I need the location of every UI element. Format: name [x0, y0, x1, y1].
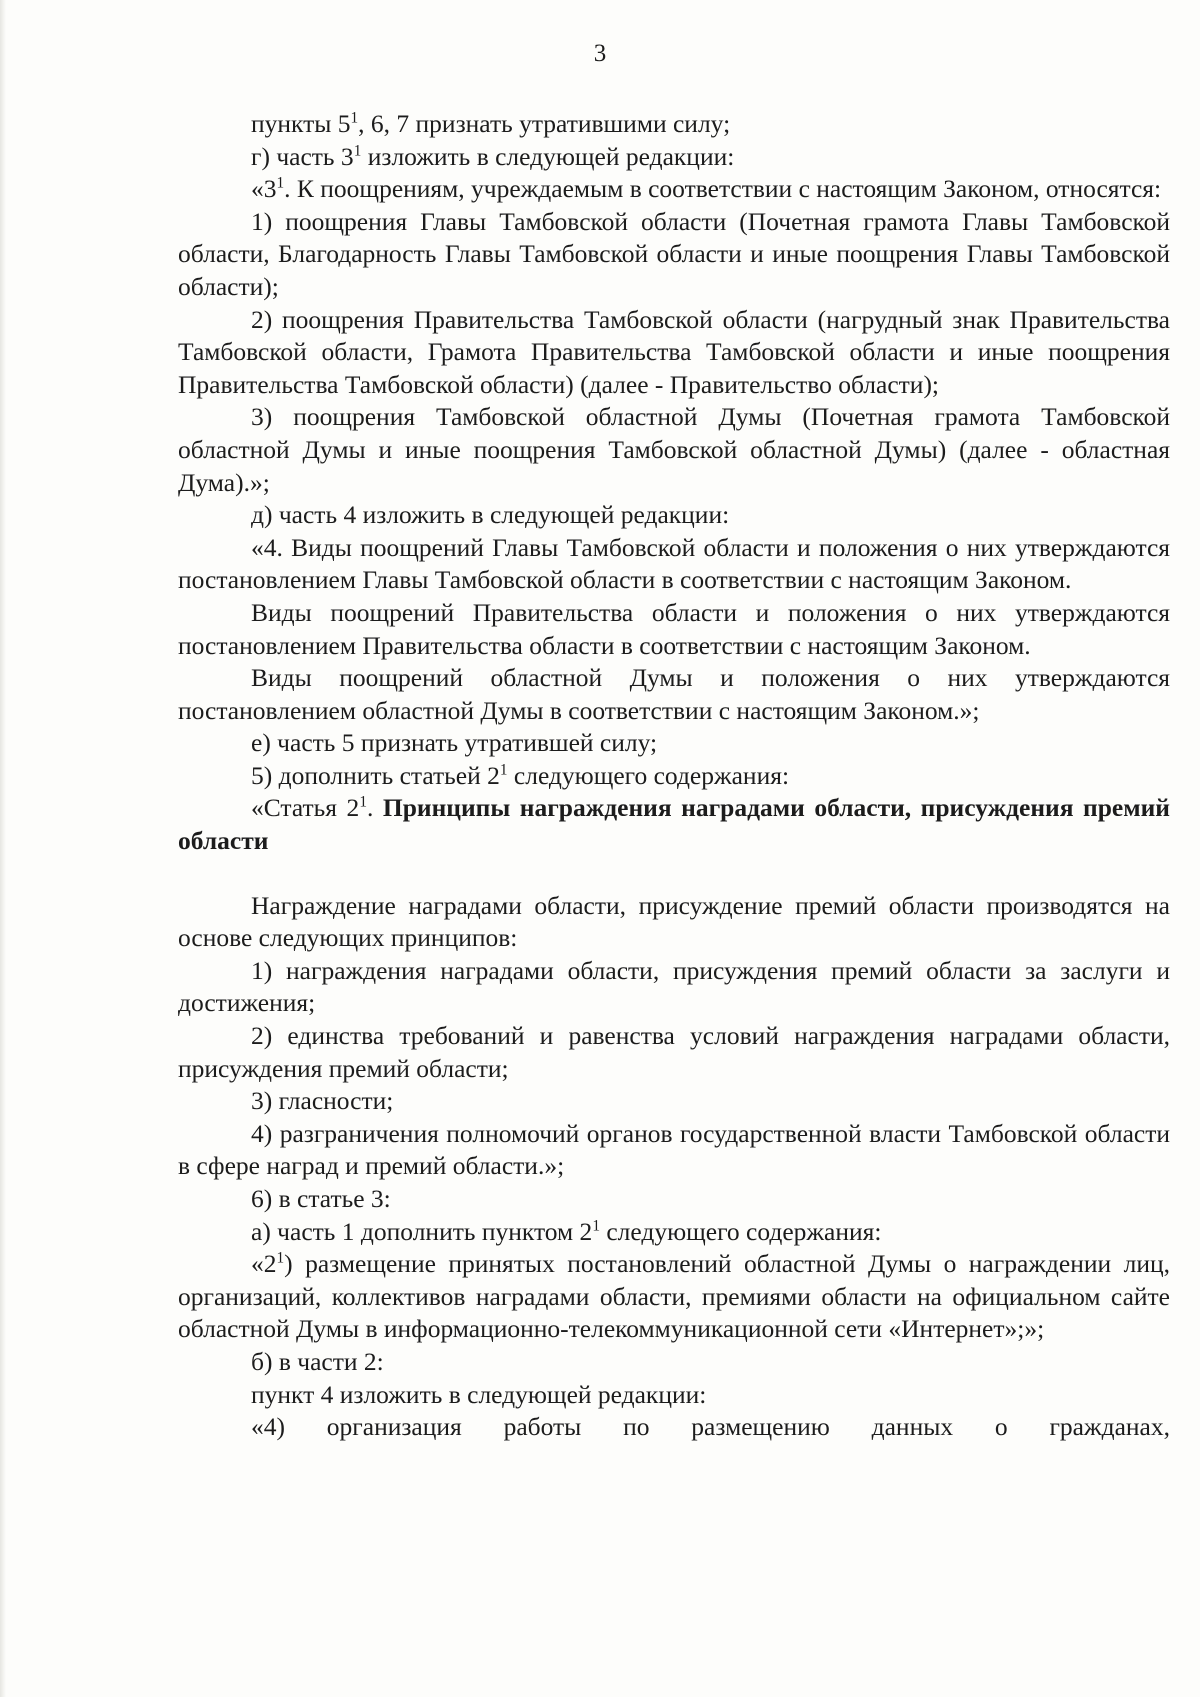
paragraph: б) в части 2: — [251, 1346, 384, 1376]
paragraph: «4. Виды поощрений Главы Тамбовской области и положения о них утверждаются постановлением Главы Тамбовской области в соответствии с настоящим Законом. — [178, 532, 1170, 595]
paragraph: 1) награждения наградами области, присуждения премий области за заслуги и достижения; — [178, 955, 1170, 1018]
paragraph: пункт 4 изложить в следующей редакции: — [251, 1379, 707, 1409]
article-heading: «Статья $2^1$. Принципы награждения наградами области, присуждения премий области — [178, 793, 1171, 856]
document-body — [178, 108, 1170, 1444]
scan-edge — [0, 0, 6, 1697]
paragraph: Виды поощрений Правительства области и положения о них утверждаются постановлением Правительства области в соответствии с настоящим Законом. — [178, 597, 1170, 660]
paragraph: е) часть 5 признать утратившей силу; — [251, 728, 658, 758]
paragraph: 3) гласности; — [251, 1086, 394, 1116]
page-number: 3 — [593, 40, 607, 67]
paragraph: 3) поощрения Тамбовской областной Думы (Почетная грамота Тамбовской областной Думы и иные поощрения Тамбовской областной Думы) (далее - областная Дума).»; — [178, 402, 1170, 497]
paragraph: пункты $5^1$, 6, 7 признать утратившими силу; — [251, 109, 731, 138]
paragraph: 2) поощрения Правительства Тамбовской области (нагрудный знак Правительства Тамбовской области, Грамота Правительства Тамбовской области и иные поощрения Правительства Тамбовской области) (далее - Правительство области); — [178, 304, 1170, 399]
spacer — [178, 858, 1170, 890]
paragraph: «4) организация работы по размещению данных о гражданах, — [251, 1412, 1170, 1442]
paragraph: 2) единства требований и равенства условий награждения наградами области, присуждения премий области; — [178, 1021, 1170, 1083]
paragraph: д) часть 4 изложить в следующей редакции: — [251, 500, 730, 530]
paragraph: 4) разграничения полномочий органов государственной власти Тамбовской области в сфере наград и премий области.»; — [178, 1118, 1170, 1181]
paragraph: «$2^1$) размещение принятых постановлений областной Думы о награждении лиц, организаций, коллективов наградами области, премиями области на официальном сайте областной Думы в информационно-телекоммуникационной сети «Интернет»;»; — [178, 1249, 1170, 1344]
paragraph: г) часть $3^1$ изложить в следующей редакции: — [251, 141, 735, 171]
paragraph: «$3^1$. К поощрениям, учреждаемым в соответствии с настоящим Законом, относятся: — [251, 174, 1162, 204]
paragraph: 5) дополнить статьей $2^1$ следующего содержания: — [251, 760, 790, 790]
paragraph: Награждение наградами области, присуждение премий области производятся на основе следующих принципов: — [178, 890, 1170, 953]
paragraph: Виды поощрений областной Думы и положения о них утверждаются постановлением областной Думы в соответствии с настоящим Законом.»; — [178, 663, 1170, 725]
paragraph: 6) в статье 3: — [251, 1184, 391, 1213]
paragraph: а) часть 1 дополнить пунктом $2^1$ следующего содержания: — [251, 1216, 882, 1246]
paragraph: 1) поощрения Главы Тамбовской области (Почетная грамота Главы Тамбовской области, Благодарность Главы Тамбовской области и иные поощрения Главы Тамбовской области); — [178, 206, 1170, 301]
